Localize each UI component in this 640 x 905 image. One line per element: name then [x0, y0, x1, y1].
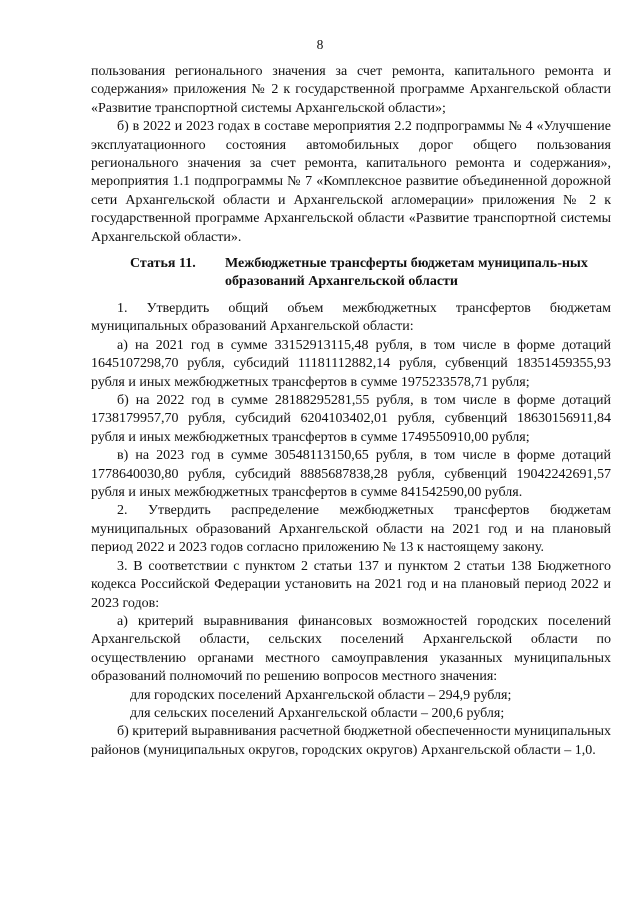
continued-paragraph: пользования регионального значения за счет ремонта, капитального ремонта и содержания» приложения № 2 к государственной программе Архангельской области «Развитие транспортной системы Архангельской области»;	[91, 64, 611, 116]
article-title: Межбюджетные трансферты бюджетам муниципаль-ных образований Архангельской области	[225, 256, 588, 290]
paragraph: 3. В соответствии с пунктом 2 статьи 137 и пунктом 2 статьи 138 Бюджетного кодекса Российской Федерации установить на 2021 год и на плановый период 2022 и 2023 годов:	[91, 558, 611, 611]
paragraph: в) на 2023 год в сумме 30548113150,65 рубля, в том числе в форме дотаций 1778640030,80 рубля, субсидий 8885687838,28 рубля, субвенций 19042242691,57 рубля и иных межбюджетных трансфертов в сумме 841542590,00 рубля.	[91, 448, 611, 501]
criteria-line: для городских поселений Архангельской области – 294,9 рубля;	[130, 687, 512, 703]
criteria-line: для сельских поселений Архангельской области – 200,6 рубля;	[130, 705, 505, 721]
paragraph: 1. Утвердить общий объем межбюджетных трансфертов бюджетам муниципальных образований Архангельской области:	[91, 301, 611, 335]
article-number: Статья 11.	[130, 256, 196, 271]
page-number: 8	[316, 37, 324, 52]
article-body	[91, 300, 611, 760]
final-paragraph: б) критерий выравнивания расчетной бюджетной обеспеченности муниципальных районов (муниципальных округов, городских округов) Архангельской области – 1,0.	[91, 724, 611, 758]
paragraph: а) на 2021 год в сумме 33152913115,48 рубля, в том числе в форме дотаций 1645107298,70 рубля, субсидий 11181112882,14 рубля, субвенций 18351459355,93 рубля и иных межбюджетных трансфертов в сумме 1975233578,71 рубля;	[91, 337, 611, 390]
paragraph: а) критерий выравнивания финансовых возможностей городских поселений Архангельской области, сельских поселений Архангельской области по осуществлению органами местного самоуправления указанных муниципальных образований полномочий по решению вопросов местного значения:	[91, 613, 611, 685]
paragraph: 2. Утвердить распределение межбюджетных трансфертов бюджетам муниципальных образований Архангельской области на 2021 год и на плановый период 2022 и 2023 годов согласно приложению № 13 к настоящему закону.	[91, 503, 611, 556]
paragraph: б) на 2022 год в сумме 28188295281,55 рубля, в том числе в форме дотаций 1738179957,70 рубля, субсидий 6204103402,01 рубля, субвенций 18630156911,84 рубля и иных межбюджетных трансфертов в сумме 1749550910,00 рубля;	[91, 393, 611, 445]
continued-paragraph: б) в 2022 и 2023 годах в составе мероприятия 2.2 подпрограммы № 4 «Улучшение эксплуатационного состояния автомобильных дорог общего пользования регионального значения за счет ремонта, капитального ремонта и содержания», мероприятия 1.1 подпрограммы № 7 «Комплексное развитие объединенной дорожной сети Архангельской области и Архангельской агломерации» приложения № 2 к государственной программе Архангельской области «Развитие транспортной системы Архангельской области».	[91, 119, 611, 245]
continued-text-block	[91, 63, 611, 247]
